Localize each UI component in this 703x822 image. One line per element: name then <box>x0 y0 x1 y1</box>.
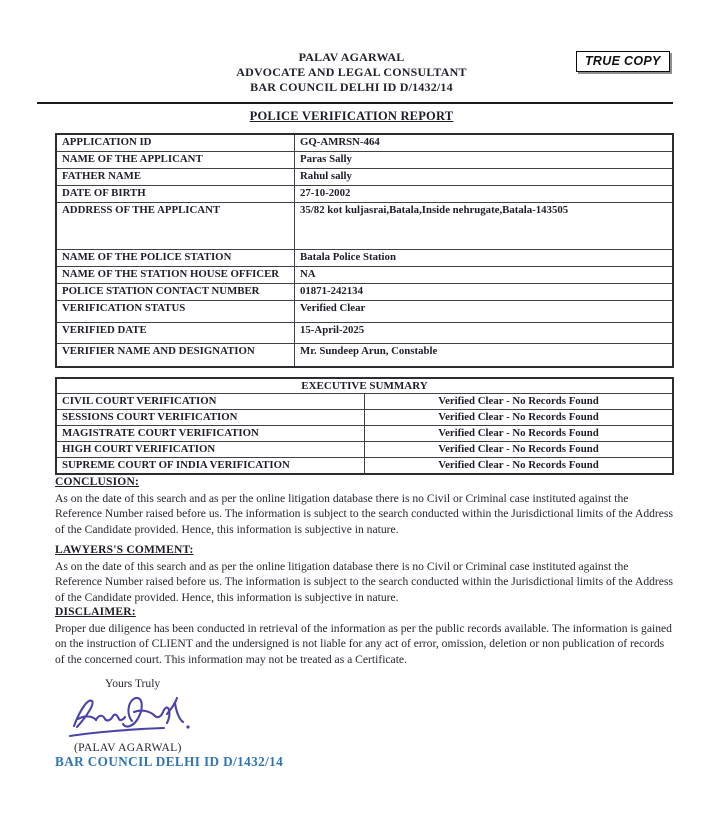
row-label: NAME OF THE POLICE STATION <box>56 250 295 267</box>
row-value: NA <box>295 267 674 284</box>
table-row <box>56 186 673 203</box>
table-row <box>56 169 673 186</box>
table-row <box>56 134 673 152</box>
conclusion-section <box>55 476 675 537</box>
row-value: Mr. Sundeep Arun, Constable <box>295 344 674 368</box>
row-label: VERIFICATION STATUS <box>56 301 295 323</box>
bar-council-id-footer: BAR COUNCIL DELHI ID D/1432/14 <box>55 754 284 769</box>
row-label: VERIFIER NAME AND DESIGNATION <box>56 344 295 368</box>
row-label: NAME OF THE APPLICANT <box>56 152 295 169</box>
row-value: Verified Clear <box>295 301 674 323</box>
report-title: POLICE VERIFICATION REPORT <box>249 109 454 123</box>
row-label: NAME OF THE STATION HOUSE OFFICER <box>56 267 295 284</box>
table-row <box>56 250 673 267</box>
true-copy-stamp: TRUE COPY <box>576 51 670 72</box>
table-row <box>56 323 673 344</box>
applicant-details-table <box>55 133 674 368</box>
table-row <box>56 344 673 368</box>
signature-image <box>64 690 209 744</box>
bar-council-id-header: BAR COUNCIL DELHI ID D/1432/14 <box>250 80 453 94</box>
table-row <box>56 410 673 426</box>
salutation: Yours Truly <box>105 677 161 690</box>
row-value: 27-10-2002 <box>295 186 674 203</box>
row-value: GQ-AMRSN-464 <box>295 134 674 152</box>
table-row <box>56 301 673 323</box>
row-label: CIVIL COURT VERIFICATION <box>56 394 365 410</box>
table-header-row <box>56 378 673 394</box>
row-value: Paras Sally <box>295 152 674 169</box>
row-label: MAGISTRATE COURT VERIFICATION <box>56 426 365 442</box>
row-label: FATHER NAME <box>56 169 295 186</box>
conclusion-body: As on the date of this search and as per the online litigation database there is no Civil or Criminal case instituted against the Reference Number raised before us. The information is subject to the search conducted within the Jurisdictional limits of the Address of the Candidate provided. Hence, this information is subjective in nature. <box>55 492 673 536</box>
advocate-role: ADVOCATE AND LEGAL CONSULTANT <box>236 65 467 79</box>
row-label: POLICE STATION CONTACT NUMBER <box>56 284 295 301</box>
row-value: Verified Clear - No Records Found <box>365 442 674 458</box>
row-value: Rahul sally <box>295 169 674 186</box>
row-label: APPLICATION ID <box>56 134 295 152</box>
conclusion-heading: CONCLUSION: <box>55 476 139 488</box>
advocate-name: PALAV AGARWAL <box>298 50 405 64</box>
table-row <box>56 394 673 410</box>
signatory-name: (PALAV AGARWAL) <box>74 741 182 754</box>
lawyers-comment-heading: LAWYERS'S COMMENT: <box>55 544 194 556</box>
table-row <box>56 458 673 475</box>
table-row <box>56 426 673 442</box>
row-label: VERIFIED DATE <box>56 323 295 344</box>
row-value: 35/82 kot kuljasrai,Batala,Inside nehrugate,Batala-143505 <box>295 203 674 250</box>
row-label: SUPREME COURT OF INDIA VERIFICATION <box>56 458 365 475</box>
header-divider <box>37 102 673 104</box>
table-row <box>56 267 673 284</box>
row-value: Verified Clear - No Records Found <box>365 410 674 426</box>
disclaimer-body: Proper due diligence has been conducted in retrieval of the information as per the public records available. The information is gained on the instruction of CLIENT and the undersigned is not liable for any act of error, omission, deletion or non publication of records of the concerned court. This information may not be treated as a Certificate. <box>55 622 672 666</box>
table-row <box>56 284 673 301</box>
table-row <box>56 203 673 250</box>
row-label: DATE OF BIRTH <box>56 186 295 203</box>
lawyers-comment-section <box>55 544 675 605</box>
lawyers-comment-body: As on the date of this search and as per the online litigation database there is no Civil or Criminal case instituted against the Reference Number raised before us. The information is subject to the search conducted within the Jurisdictional limits of the Address of the Candidate provided. Hence, this information is subjective in nature. <box>55 560 673 604</box>
executive-summary-title: EXECUTIVE SUMMARY <box>56 378 673 394</box>
row-value: Batala Police Station <box>295 250 674 267</box>
disclaimer-heading: DISCLAIMER: <box>55 606 136 618</box>
row-label: SESSIONS COURT VERIFICATION <box>56 410 365 426</box>
row-label: ADDRESS OF THE APPLICANT <box>56 203 295 250</box>
row-value: 15-April-2025 <box>295 323 674 344</box>
table-row <box>56 442 673 458</box>
executive-summary-table <box>55 377 674 475</box>
table-row <box>56 152 673 169</box>
row-value: 01871-242134 <box>295 284 674 301</box>
row-value: Verified Clear - No Records Found <box>365 426 674 442</box>
row-value: Verified Clear - No Records Found <box>365 458 674 475</box>
row-label: HIGH COURT VERIFICATION <box>56 442 365 458</box>
disclaimer-section <box>55 606 675 667</box>
row-value: Verified Clear - No Records Found <box>365 394 674 410</box>
